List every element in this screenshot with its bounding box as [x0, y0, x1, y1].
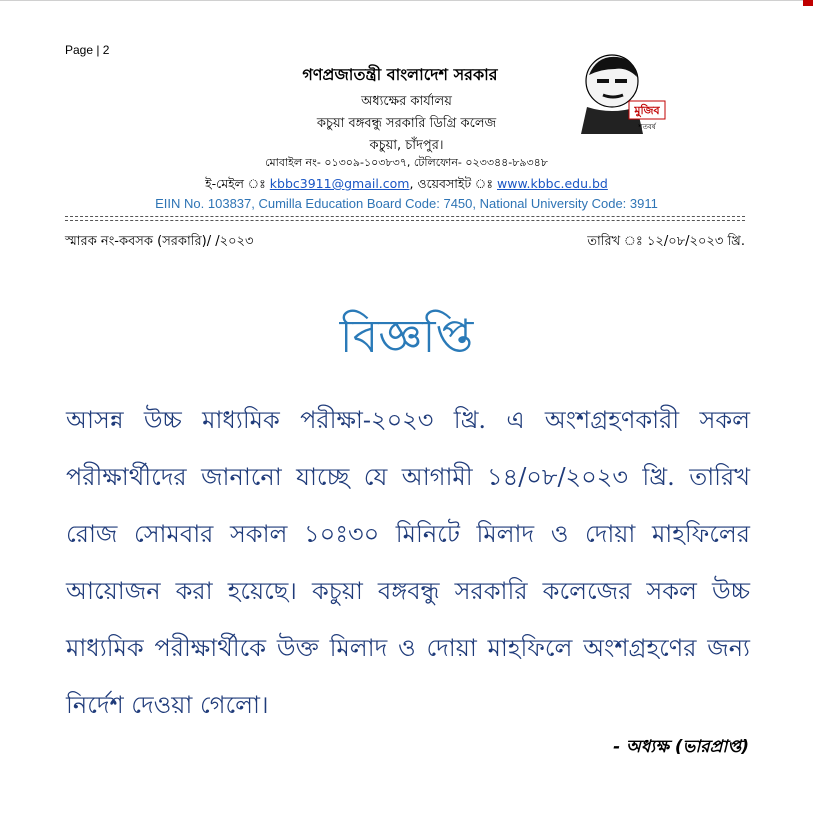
- header-divider-bottom: [65, 220, 745, 221]
- page-top-edge: [0, 0, 813, 1]
- header-divider-top: [65, 216, 745, 217]
- college-name: কচুয়া বঙ্গবন্ধু সরকারি ডিগ্রি কলেজ: [316, 116, 497, 131]
- notice-body: আসন্ন উচ্চ মাধ্যমিক পরীক্ষা-২০২৩ খ্রি. এ অংশগ্রহণকারী সকল পরীক্ষার্থীদের জানানো যাচ্ছে যে আগামী ১৪/০৮/২০২৩ খ্রি. তারিখ রোজ সোমবার সকাল ১০ঃ৩০ মিনিটে মিলাদ ও দোয়া মাহফিলের আয়োজন করা হয়েছে। কচুয়া বঙ্গবন্ধু সরকারি কলেজের সকল উচ্চ মাধ্যমিক পরীক্ষার্থীকে উক্ত মিলাদ ও দোয়া মাহফিলে অংশগ্রহণের জন্য নির্দেশ দেওয়া গেলো।: [66, 406, 750, 719]
- email-website-line: [0, 176, 813, 196]
- notice-title: বিজ্ঞপ্তি: [339, 309, 474, 363]
- office-line: অধ্যক্ষের কার্যালয়: [361, 94, 452, 109]
- svg-text:মুজিব: মুজিব: [634, 104, 660, 117]
- college-location: কচুয়া, চাঁদপুর।: [369, 138, 444, 153]
- svg-text:শতবর্ষ: শতবর্ষ: [638, 123, 656, 131]
- email-label: ই-মেইল ঃ: [205, 176, 266, 191]
- page-number: Page | 2: [65, 43, 110, 57]
- corner-marker: [803, 0, 813, 6]
- government-heading: গণপ্রজাতন্ত্রী বাংলাদেশ সরকার: [302, 65, 498, 84]
- institution-codes: EIIN No. 103837, Cumilla Education Board Code: 7450, National University Code: 3911: [155, 196, 658, 211]
- memo-reference: স্মারক নং-কবসক (সরকারি)/ /২০২৩: [65, 234, 254, 249]
- mujib-borsho-logo-icon: [567, 49, 667, 134]
- contact-line: মোবাইল নং- ০১৩০৯-১০৩৮৩৭, টেলিফোন- ০২৩৩৪৪-৮৯৩৪৮: [265, 156, 548, 169]
- website-link[interactable]: www.kbbc.edu.bd: [497, 176, 608, 191]
- memo-date: তারিখ ঃ ১২/০৮/২০২৩ খ্রি.: [587, 234, 745, 249]
- email-link[interactable]: kbbc3911@gmail.com: [269, 176, 410, 191]
- website-label: , ওয়েবসাইট ঃ: [409, 176, 494, 191]
- principal-signature: - অধ্যক্ষ (ভারপ্রাপ্ত): [613, 737, 749, 757]
